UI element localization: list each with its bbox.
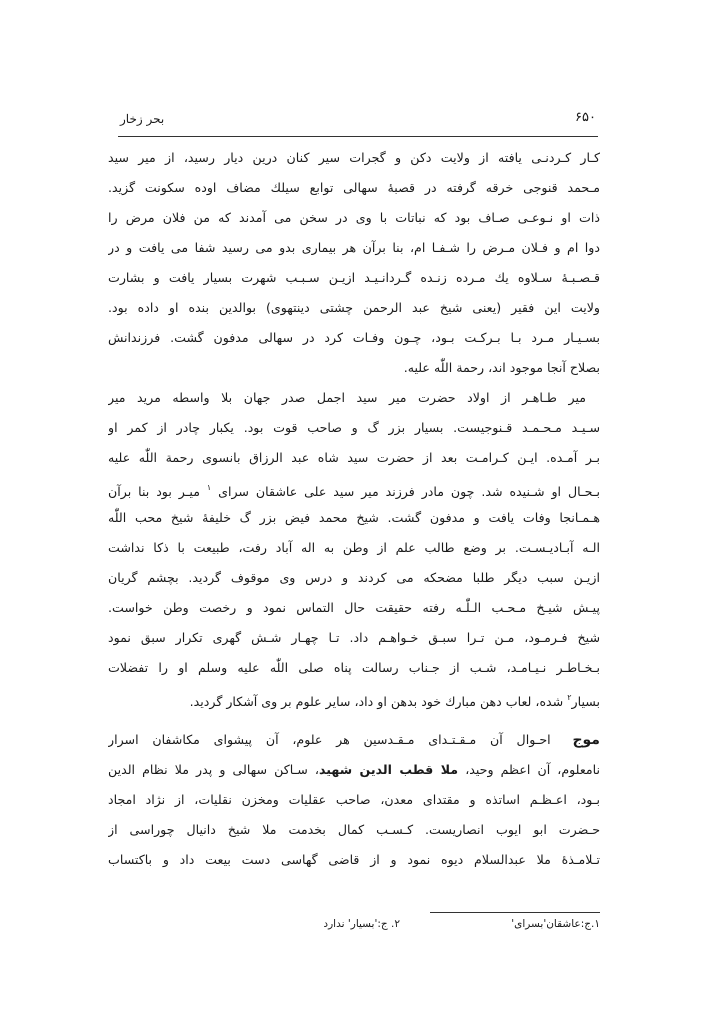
- text-line: بـود، اعـظـم اساتذه و مقتدای معدن، صاحب عقلیات ومخزن نقلیات، از نژاد امجاد: [108, 792, 600, 807]
- footnote-ref: ۲: [567, 693, 572, 702]
- text-line: [108, 755, 600, 785]
- text-segment: احـوال آن مـقـتـدای مـقـدسین هر علوم، آن پیشوای مکاشفان اسرار: [108, 732, 551, 747]
- footnote-2: ٢. ج:'بسیار' ندارد: [323, 918, 400, 930]
- page-number: ۶۵۰: [575, 110, 596, 125]
- text-segment: نامعلوم، آن اعظم وحید،: [465, 762, 600, 777]
- text-line: ازیـن سبب دیگر طلبا مضحکه می کردند و درس وی موقوف گردید. بچشم گریان: [108, 570, 600, 585]
- running-title: بحر زخار: [120, 112, 165, 126]
- text-segment: بسیار: [571, 694, 600, 709]
- text-line: [108, 683, 600, 713]
- text-line: تـلامـذهٔ ملا عبدالسلام دیوه نمود و از قاضی گهاسی دست بیعت داد و باکتساب: [108, 852, 600, 867]
- page-body: [108, 143, 600, 875]
- text-segment: میـر بود بنا برآن: [108, 484, 200, 499]
- bold-name: ملا قطب الدین شهید: [318, 762, 459, 777]
- text-line: هـمـانجا وفات یافت و مدفون گشت. شیخ محمد فیض بزر گ خلیفهٔ شیخ محب اللّٰه: [108, 510, 600, 525]
- footnote-divider: [430, 912, 600, 913]
- footnote-ref: ۱: [206, 483, 212, 492]
- text-segment: شده، لعاب دهن مبارك خود بدهن او داد، سایر علوم بر وی آشکار گردید.: [189, 694, 564, 709]
- text-line: میر طـاهـر از اولاد حضرت میر سید اجمل صدر جهان بلا واسطه مرید میر: [108, 390, 586, 405]
- text-line: بـر آمـده. ایـن کـرامـت بعد از حضرت سید شاه عبد الرزاق بانسوی رحمة اللّٰه علیه: [108, 450, 600, 465]
- text-line: بصلاح آنجا موجود اند، رحمة اللّٰه علیه.: [403, 360, 600, 375]
- text-line: حـضرت ابو ایوب انصاریست. کـسـب کمال بخدمت ملا شیخ دانیال چوراسی از: [108, 822, 600, 837]
- text-line: پیـش شیـخ مـحـب الـلّٰـه رفته حقیقت حال التماس نمود و رخصت وطن خواست.: [108, 600, 600, 615]
- text-line: بسـیـار مـرد بـا بـرکـت بـود، چـون وفـات کرد در سهالی مدفون گشت. فرزندانش: [108, 330, 600, 345]
- text-line: سـیـد مـحـمـد قـنوجیست. بسیار بزر گ و صاحب قوت بود. یکبار چادر از کمر او: [108, 420, 600, 435]
- text-line: الـه آبـادیـسـت. بر وضع طالب علم از وطن به اله آباد رفت، طبیعت با ذکا نداشت: [108, 540, 600, 555]
- text-line: ولایت این فقیر (یعنی شیخ عبد الرحمن چشتی دینتهوی) بوالدین بنده او داده بود.: [108, 300, 600, 315]
- text-line: [108, 473, 600, 503]
- text-line: مـحمد قنوجی خرقه گرفته در قصبهٔ سهالی توابع سیلك مضاف اوده سکونت گزید.: [108, 180, 600, 195]
- text-segment: ، سـاکن سهالی و پدر ملا نظام الدین: [108, 762, 319, 777]
- text-segment: بـحـال او شـنیده شد. چون مادر فرزند میر سید علی عاشقان سرای: [218, 484, 600, 499]
- text-line: [108, 725, 600, 755]
- footnotes: [240, 918, 600, 938]
- running-header: [118, 112, 598, 137]
- text-line: شیخ فـرمـود، مـن تـرا سبـق خـواهـم داد. تـا چهـار شـش گهری تکرار سبق نمود: [108, 630, 600, 645]
- text-line: دوا ام و فـلان مـرض را شـفـا ام، بنا برآن هر بیماری بدو می رسید شفا می یافت و در: [108, 240, 600, 255]
- text-line: بـخـاطـر نـیـامـد، شـب از جـناب رسالت پناه صلی اللّٰه علیه وسلم او را تفضلات: [108, 660, 600, 675]
- text-line: کـار کـردنـی یافته از ولایت دکن و گجرات سیر کنان درین دیار رسید، از میر سید: [108, 150, 600, 165]
- footnote-1: ١.ج:عاشقان'بسرای': [511, 918, 600, 930]
- text-line: ذات او نـوعـی صـاف بود که نباتات با وی در سخن می آمدند که من فلان مرض را: [108, 210, 600, 225]
- text-line: قـصـبـهٔ سـلاوه یك مـرده زنـده گـردانـیـد ازیـن سـبـب شهرت بسیار یافت و بشارت: [108, 270, 600, 285]
- entry-heading: موج: [572, 732, 600, 748]
- paragraph-gap: [108, 713, 600, 725]
